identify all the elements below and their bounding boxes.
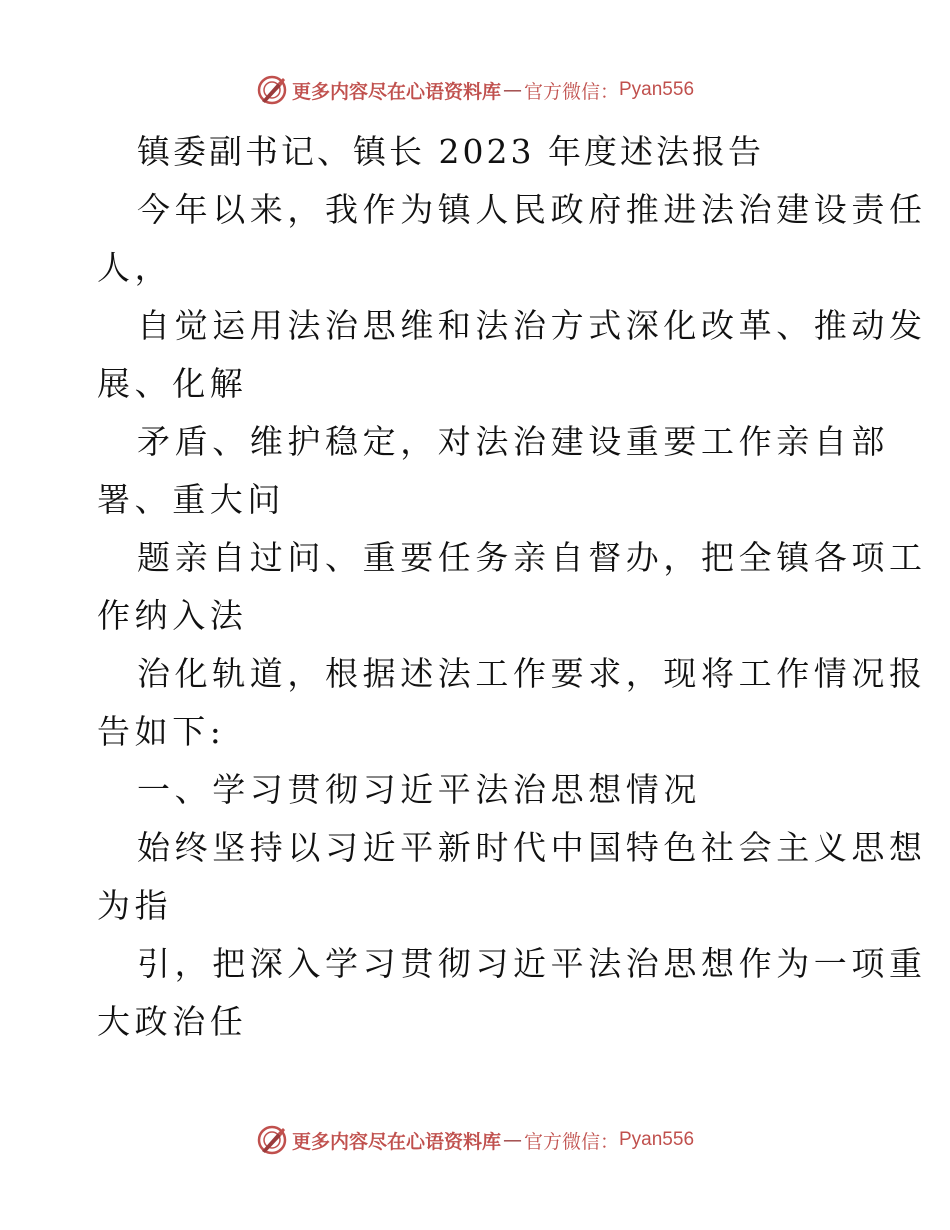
section-heading: 一、学习贯彻习近平法治思想情况 (137, 770, 701, 809)
paragraph-line: 大政治任 (97, 1002, 248, 1041)
header-watermark (0, 70, 950, 110)
paragraph-line: 始终坚持以习近平新时代中国特色社会主义思想 (137, 828, 927, 867)
document-body (97, 123, 927, 1051)
pen-logo-icon (256, 74, 288, 106)
watermark-wechat-id: Pyan556 (619, 79, 695, 100)
paragraph-line: 作纳入法 (97, 596, 248, 635)
watermark-separator: — (502, 79, 522, 101)
watermark-main-text: 更多内容尽在心语资料库 (291, 80, 501, 103)
watermark-main-text: 更多内容尽在心语资料库 (291, 1130, 501, 1153)
paragraph-line: 展、化解 (97, 364, 248, 403)
paragraph-line: 矛盾、维护稳定，对法治建设重要工作亲自部 (137, 422, 889, 461)
watermark-separator: — (502, 1129, 522, 1151)
watermark-wechat-id: Pyan556 (619, 1129, 695, 1150)
paragraph-line: 告如下: (97, 712, 226, 751)
paragraph-line: 署、重大问 (97, 480, 285, 519)
pen-logo-icon (256, 1124, 288, 1156)
document-title: 镇委副书记、镇长 2023 年度述法报告 (137, 132, 764, 171)
footer-watermark (0, 1120, 950, 1160)
watermark-sub-text: 官方微信： (523, 80, 619, 103)
paragraph-line: 治化轨道，根据述法工作要求，现将工作情况报 (137, 654, 927, 693)
paragraph-line: 今年以来，我作为镇人民政府推进法治建设责任 (137, 190, 927, 229)
paragraph-line: 为指 (97, 886, 173, 925)
paragraph-line: 自觉运用法治思维和法治方式深化改革、推动发 (137, 306, 927, 345)
watermark-sub-text: 官方微信： (523, 1130, 619, 1153)
paragraph-line: 人， (97, 248, 173, 287)
paragraph-line: 引，把深入学习贯彻习近平法治思想作为一项重 (137, 944, 927, 983)
paragraph-line: 题亲自过问、重要任务亲自督办，把全镇各项工 (137, 538, 927, 577)
